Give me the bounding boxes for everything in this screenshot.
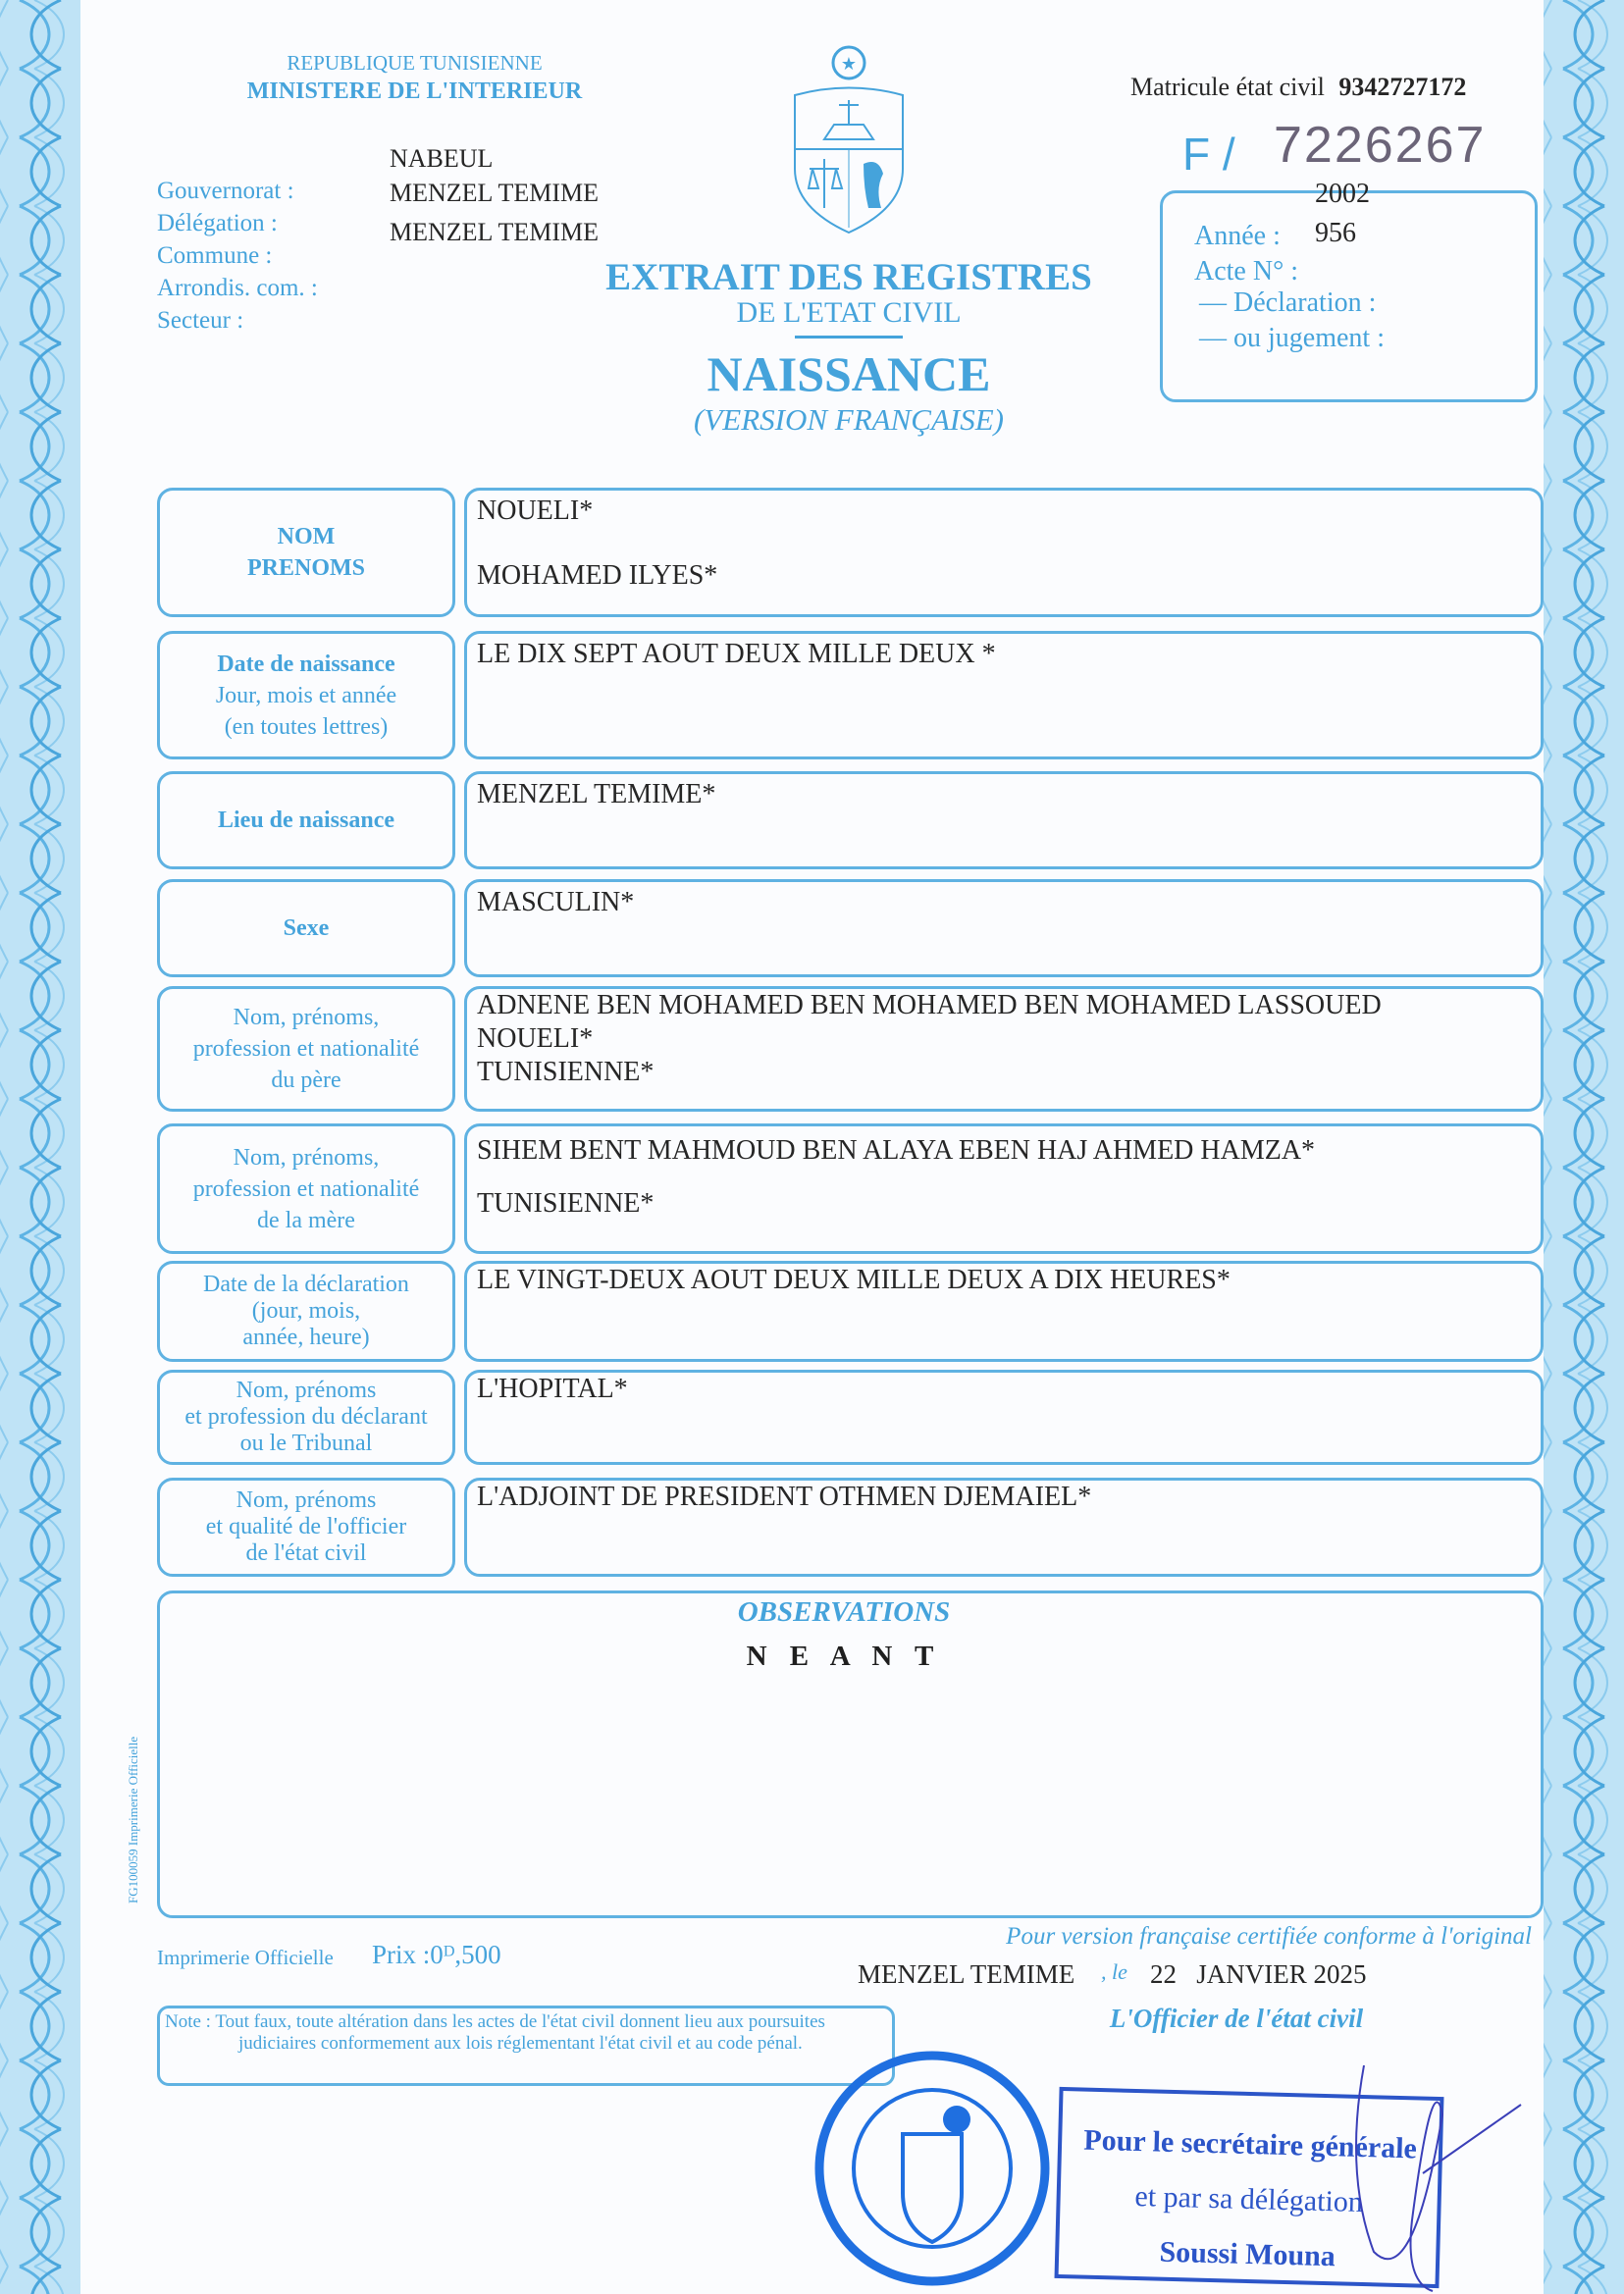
delegation-value: MENZEL TEMIME <box>390 179 600 207</box>
annee-label: Année : <box>1194 221 1281 251</box>
document-type-title: NAISSANCE <box>707 346 991 401</box>
row-value-officier <box>464 1478 1544 1577</box>
label-line: de la mère <box>257 1207 355 1233</box>
lieu-naissance-value: MENZEL TEMIME* <box>477 779 716 809</box>
ministry-label: MINISTERE DE L'INTERIEUR <box>246 78 583 104</box>
declaration-label: — Déclaration : <box>1199 287 1377 318</box>
label-line: Nom, prénoms <box>236 1487 377 1513</box>
prenoms-value: MOHAMED ILYES* <box>477 560 718 591</box>
title-line1: EXTRAIT DES REGISTRES <box>605 256 1092 298</box>
date-naissance-value: LE DIX SEPT AOUT DEUX MILLE DEUX * <box>477 639 996 669</box>
mere-nationalite-value: TUNISIENNE* <box>477 1188 655 1219</box>
row-value-nom <box>464 488 1544 617</box>
stamp-line: et par sa délégation <box>1134 2179 1364 2219</box>
version-subtitle: (VERSION FRANÇAISE) <box>694 402 1004 437</box>
delegation-label: Délégation : <box>157 210 278 236</box>
row-label-sexe <box>157 879 455 977</box>
row-value-lieu-naissance <box>464 771 1544 869</box>
location-labels <box>157 175 318 337</box>
label-line: Jour, mois et année <box>215 682 397 708</box>
row-label-officier <box>157 1478 455 1577</box>
republic-label: REPUBLIQUE TUNISIENNE <box>287 51 543 75</box>
label-line: année, heure) <box>242 1325 370 1350</box>
label-line: de l'état civil <box>245 1540 367 1566</box>
label-line: Nom, prénoms <box>236 1378 377 1403</box>
observations-label: OBSERVATIONS <box>737 1596 951 1628</box>
arrondissement-label: Arrondis. com. : <box>157 275 318 301</box>
place-value: MENZEL TEMIME <box>858 1959 1075 1989</box>
row-value-pere <box>464 986 1544 1112</box>
commune-label: Commune : <box>157 242 273 269</box>
row-value-declarant <box>464 1370 1544 1465</box>
pere-value-line: ADNENE BEN MOHAMED BEN MOHAMED BEN MOHAMED LASSOUED <box>477 990 1382 1020</box>
sexe-value: MASCULIN* <box>477 887 635 917</box>
row-value-declaration <box>464 1261 1544 1362</box>
decorative-wavy-border-left <box>0 0 80 2294</box>
gouvernorat-label: Gouvernorat : <box>157 178 294 204</box>
row-value-sexe <box>464 879 1544 977</box>
row-label-date-naissance <box>157 631 455 759</box>
side-print-code: FG100059 Imprimerie Officielle <box>126 1736 140 1903</box>
year-value: 2002 <box>1315 179 1370 209</box>
label-line: du père <box>271 1068 341 1093</box>
matricule-value: 9342727172 <box>1338 73 1467 101</box>
matricule <box>1130 73 1466 102</box>
tunisia-coat-of-arms-icon <box>785 41 913 237</box>
label-line: Date de naissance <box>217 651 395 677</box>
officier-value: L'ADJOINT DE PRESIDENT OTHMEN DJEMAIEL* <box>477 1482 1092 1512</box>
matricule-label: Matricule état civil <box>1130 73 1325 101</box>
label-line: Lieu de naissance <box>217 808 395 833</box>
secteur-label: Secteur : <box>157 307 244 334</box>
row-label-pere <box>157 986 455 1112</box>
acte-label: Acte N° : <box>1194 256 1299 287</box>
prenoms-label: PRENOMS <box>247 555 365 581</box>
stamp-signatory: Soussi Mouna <box>1159 2235 1336 2273</box>
mere-value: SIHEM BENT MAHMOUD BEN ALAYA EBEN HAJ AHMED HAMZA* <box>477 1135 1316 1166</box>
row-label-declarant <box>157 1370 455 1465</box>
label-line: (en toutes lettres) <box>224 713 389 740</box>
legal-note-text: Note : Tout faux, toute altération dans les actes de l'état civil donnent lieu aux poursuites judiciaires conformement aux lois réglementant l'état civil et au code pénal. <box>165 2011 825 2054</box>
declaration-value: LE VINGT-DEUX AOUT DEUX MILLE DEUX A DIX HEURES* <box>477 1265 1231 1295</box>
label-line: (jour, mois, <box>251 1298 361 1324</box>
row-label-mere <box>157 1123 455 1254</box>
date-value: 22 JANVIER 2025 <box>1150 1959 1367 1989</box>
row-value-mere <box>464 1123 1544 1254</box>
row-label-declaration <box>157 1261 455 1362</box>
serial-number: 7226267 <box>1274 117 1487 174</box>
row-label-lieu-naissance <box>157 771 455 869</box>
label-line: Nom, prénoms, <box>233 1144 380 1171</box>
jugement-label: — ou jugement : <box>1199 323 1385 353</box>
label-line: profession et nationalité <box>192 1036 420 1062</box>
serial-prefix: F / <box>1182 129 1235 180</box>
declarant-value: L'HOPITAL* <box>477 1374 628 1404</box>
svg-text:★: ★ <box>840 54 858 74</box>
handwritten-signature-icon <box>1305 2056 1531 2294</box>
gouvernorat-value: NABEUL <box>390 144 494 173</box>
official-round-stamp-icon <box>810 2046 1055 2291</box>
nom-value: NOUELI* <box>477 495 594 526</box>
title-line2: DE L'ETAT CIVIL <box>736 296 962 329</box>
label-line: Date de la déclaration <box>203 1272 409 1297</box>
row-value-date-naissance <box>464 631 1544 759</box>
label-line: et profession du déclarant <box>184 1404 428 1430</box>
label-line: profession et nationalité <box>192 1175 420 1202</box>
pere-nationalite-value: TUNISIENNE* <box>477 1057 655 1087</box>
row-label-nom <box>157 488 455 617</box>
decorative-wavy-border-right <box>1544 0 1624 2294</box>
label-line: et qualité de l'officier <box>205 1514 407 1539</box>
label-line: Nom, prénoms, <box>233 1005 380 1030</box>
label-line: ou le Tribunal <box>239 1431 373 1456</box>
title-divider <box>795 336 903 339</box>
printer-label: Imprimerie Officielle <box>157 1946 334 1969</box>
date-prefix: , le <box>1101 1959 1127 1984</box>
nom-label: NOM <box>277 524 336 549</box>
acte-number-value: 956 <box>1315 218 1356 248</box>
observations-value: N E A N T <box>746 1641 942 1672</box>
pere-value-line: NOUELI* <box>477 1023 594 1054</box>
label-line: Sexe <box>283 915 330 941</box>
price-label: Prix :0ᴰ,500 <box>372 1940 501 1969</box>
stamp-line: Pour le secrétaire générale <box>1082 2123 1418 2165</box>
commune-value: MENZEL TEMIME <box>390 218 600 246</box>
officer-title: L'Officier de l'état civil <box>1109 2004 1364 2033</box>
certified-text: Pour version française certifiée conforme à l'original <box>1006 1923 1532 1950</box>
